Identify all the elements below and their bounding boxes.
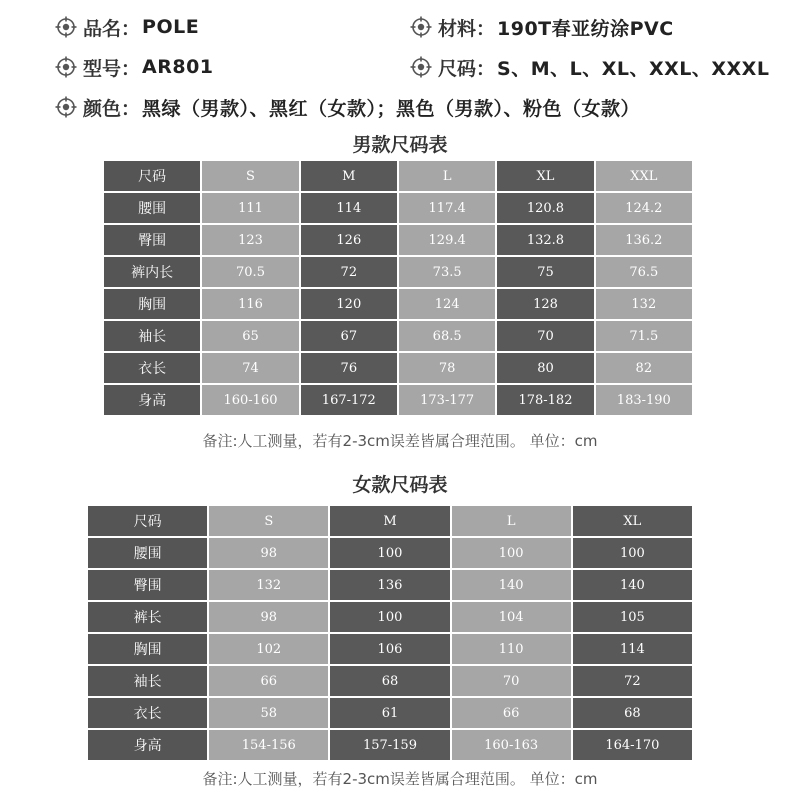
table-cell: 136.2	[596, 225, 692, 255]
table-row	[88, 730, 692, 760]
row-label-cell: 身高	[104, 385, 200, 415]
target-icon	[55, 96, 77, 118]
spec-value: 190T春亚纺涂PVC	[497, 17, 674, 40]
target-icon	[55, 56, 77, 78]
table-row	[104, 257, 692, 287]
table-row	[104, 385, 692, 415]
spec-value: 黑绿（男款）、黑红（女款）；黑色（男款）、粉色（女款）	[142, 97, 641, 120]
table-cell: 68	[573, 698, 692, 728]
table-cell: 104	[452, 602, 571, 632]
table-cell: 72	[573, 666, 692, 696]
men-size-table	[102, 159, 694, 417]
size-header-cell: S	[202, 161, 298, 191]
women-size-chart-title: 女款尺码表	[352, 474, 448, 496]
table-row	[88, 634, 692, 664]
table-cell: 100	[330, 602, 449, 632]
row-label-cell: 腰围	[88, 538, 207, 568]
table-row	[88, 538, 692, 568]
spec-model	[55, 52, 214, 82]
women-size-note: 备注:人工测量，若有2-3cm误差皆属合理范围。 单位：cm	[202, 770, 598, 788]
row-label-cell: 臀围	[88, 570, 207, 600]
table-row	[104, 289, 692, 319]
table-cell: 70.5	[202, 257, 298, 287]
table-cell: 167-172	[301, 385, 397, 415]
size-header-cell: XXL	[596, 161, 692, 191]
table-cell: 128	[497, 289, 593, 319]
size-header-cell: XL	[573, 506, 692, 536]
row-label-cell: 衣长	[104, 353, 200, 383]
table-cell: 70	[497, 321, 593, 351]
table-row	[88, 602, 692, 632]
row-label-cell: 裤长	[88, 602, 207, 632]
table-header-row	[104, 161, 692, 191]
size-header-cell: L	[452, 506, 571, 536]
table-cell: 120	[301, 289, 397, 319]
table-cell: 71.5	[596, 321, 692, 351]
table-cell: 132	[209, 570, 328, 600]
spec-label: 品名：	[83, 17, 141, 40]
table-cell: 106	[330, 634, 449, 664]
table-row	[88, 666, 692, 696]
table-cell: 68	[330, 666, 449, 696]
table-cell: 110	[452, 634, 571, 664]
table-cell: 66	[452, 698, 571, 728]
table-cell: 160-163	[452, 730, 571, 760]
table-cell: 120.8	[497, 193, 593, 223]
row-label-cell: 身高	[88, 730, 207, 760]
table-corner-cell: 尺码	[104, 161, 200, 191]
table-cell: 124	[399, 289, 495, 319]
table-cell: 183-190	[596, 385, 692, 415]
table-cell: 72	[301, 257, 397, 287]
table-cell: 117.4	[399, 193, 495, 223]
table-row	[88, 698, 692, 728]
table-cell: 82	[596, 353, 692, 383]
table-cell: 102	[209, 634, 328, 664]
table-cell: 111	[202, 193, 298, 223]
target-icon	[410, 56, 432, 78]
table-cell: 58	[209, 698, 328, 728]
row-label-cell: 衣长	[88, 698, 207, 728]
table-cell: 105	[573, 602, 692, 632]
row-label-cell: 胸围	[104, 289, 200, 319]
row-label-cell: 袖长	[104, 321, 200, 351]
spec-label: 材料：	[438, 17, 496, 40]
table-cell: 154-156	[209, 730, 328, 760]
table-cell: 66	[209, 666, 328, 696]
table-row	[104, 225, 692, 255]
target-icon	[55, 16, 77, 38]
table-cell: 160-160	[202, 385, 298, 415]
table-cell: 76.5	[596, 257, 692, 287]
row-label-cell: 袖长	[88, 666, 207, 696]
table-cell: 98	[209, 538, 328, 568]
table-cell: 132.8	[497, 225, 593, 255]
table-corner-cell: 尺码	[88, 506, 207, 536]
spec-sizes	[410, 52, 769, 82]
table-cell: 80	[497, 353, 593, 383]
spec-value: S、M、L、XL、XXL、XXXL	[497, 57, 770, 80]
table-cell: 65	[202, 321, 298, 351]
table-cell: 132	[596, 289, 692, 319]
spec-label: 型号：	[83, 57, 141, 80]
table-cell: 114	[301, 193, 397, 223]
table-cell: 164-170	[573, 730, 692, 760]
women-size-table	[86, 504, 694, 762]
table-cell: 178-182	[497, 385, 593, 415]
row-label-cell: 腰围	[104, 193, 200, 223]
table-cell: 100	[573, 538, 692, 568]
table-cell: 124.2	[596, 193, 692, 223]
table-cell: 76	[301, 353, 397, 383]
target-icon	[410, 16, 432, 38]
table-cell: 100	[452, 538, 571, 568]
row-label-cell: 臀围	[104, 225, 200, 255]
table-cell: 140	[573, 570, 692, 600]
men-size-chart-title: 男款尺码表	[352, 134, 448, 156]
spec-value: AR801	[142, 56, 214, 78]
table-cell: 67	[301, 321, 397, 351]
table-cell: 123	[202, 225, 298, 255]
size-header-cell: M	[330, 506, 449, 536]
table-cell: 140	[452, 570, 571, 600]
size-header-cell: XL	[497, 161, 593, 191]
table-row	[104, 321, 692, 351]
spec-colors	[55, 92, 640, 122]
table-cell: 114	[573, 634, 692, 664]
table-row	[104, 353, 692, 383]
table-cell: 70	[452, 666, 571, 696]
table-cell: 136	[330, 570, 449, 600]
spec-material	[410, 12, 674, 42]
spec-label: 尺码：	[438, 57, 496, 80]
table-cell: 75	[497, 257, 593, 287]
table-cell: 116	[202, 289, 298, 319]
size-header-cell: M	[301, 161, 397, 191]
size-header-cell: S	[209, 506, 328, 536]
table-cell: 74	[202, 353, 298, 383]
table-cell: 129.4	[399, 225, 495, 255]
table-cell: 173-177	[399, 385, 495, 415]
spec-product-name	[55, 12, 199, 42]
table-cell: 126	[301, 225, 397, 255]
table-cell: 68.5	[399, 321, 495, 351]
table-row	[88, 570, 692, 600]
men-size-note: 备注:人工测量，若有2-3cm误差皆属合理范围。 单位：cm	[202, 432, 598, 450]
table-row	[104, 193, 692, 223]
table-header-row	[88, 506, 692, 536]
spec-value: POLE	[142, 16, 200, 38]
size-header-cell: L	[399, 161, 495, 191]
table-cell: 98	[209, 602, 328, 632]
table-cell: 78	[399, 353, 495, 383]
table-cell: 61	[330, 698, 449, 728]
table-cell: 100	[330, 538, 449, 568]
row-label-cell: 裤内长	[104, 257, 200, 287]
row-label-cell: 胸围	[88, 634, 207, 664]
table-cell: 157-159	[330, 730, 449, 760]
table-cell: 73.5	[399, 257, 495, 287]
spec-label: 颜色：	[83, 97, 141, 120]
